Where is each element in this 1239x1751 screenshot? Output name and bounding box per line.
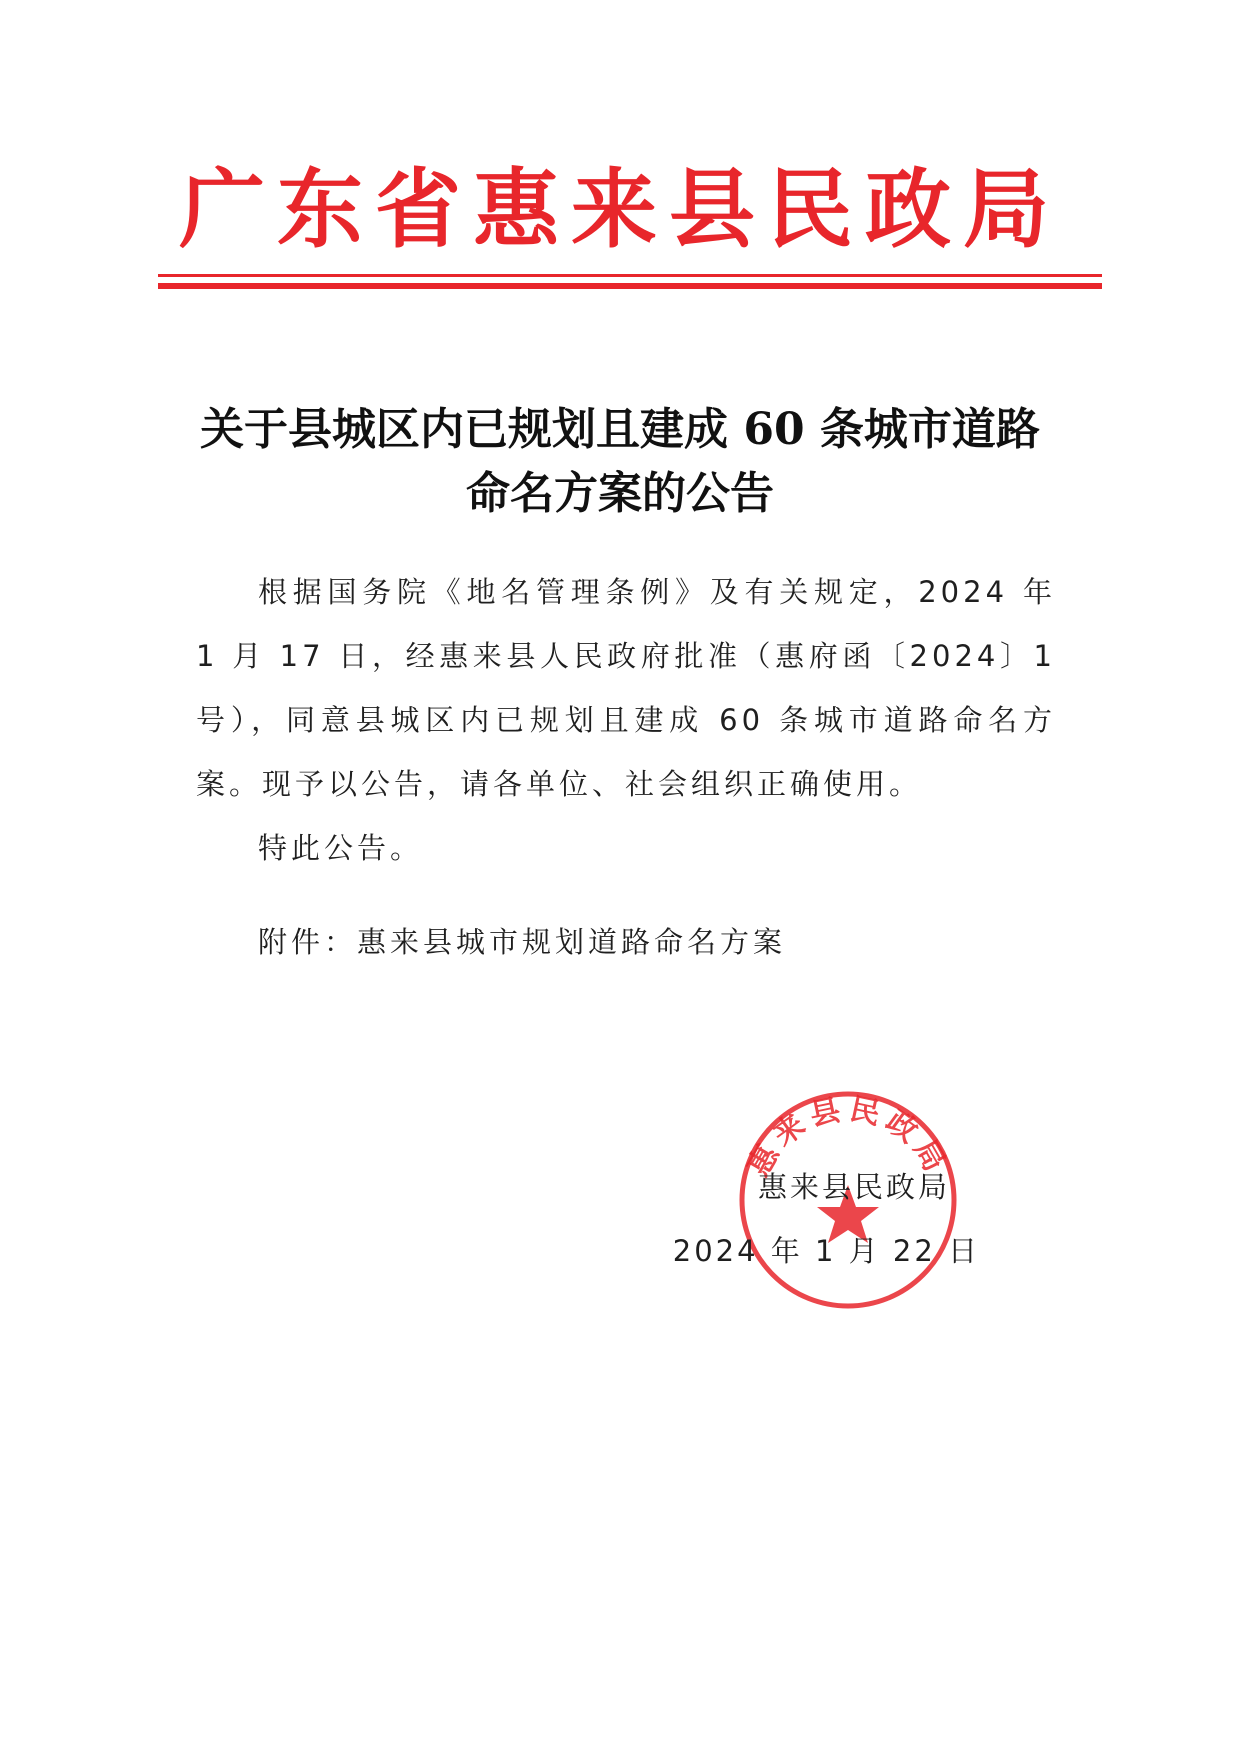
title-line-2: 命名方案的公告 — [466, 468, 774, 519]
signature-block — [620, 1155, 980, 1283]
signature-org: 惠来县民政局 — [757, 1170, 950, 1204]
document-title — [150, 398, 1090, 526]
masthead-rule-thin — [158, 274, 1102, 277]
agency-masthead: 广东省惠来县民政局 — [179, 159, 1061, 260]
body-paragraph: 根据国务院《地名管理条例》及有关规定，2024 年 1 月 17 日，经惠来县人民政府批准（惠府函〔2024〕1 号），同意县城区内已规划且建成 60 条城市道路命名方案。现予以公告，请各单位、社会组织正确使用。 — [196, 575, 1056, 801]
title-line-1: 关于县城区内已规划且建成 60 条城市道路 — [200, 404, 1040, 455]
document-body — [196, 560, 1056, 974]
attachment-line: 附件：惠来县城市规划道路命名方案 — [258, 925, 787, 959]
svg-text:惠来县民政局: 惠来县民政局 — [741, 1091, 955, 1183]
signature-date: 2024 年 1 月 22 日 — [672, 1234, 980, 1268]
masthead-rule-thick — [158, 283, 1102, 289]
closing-line: 特此公告。 — [258, 831, 424, 865]
